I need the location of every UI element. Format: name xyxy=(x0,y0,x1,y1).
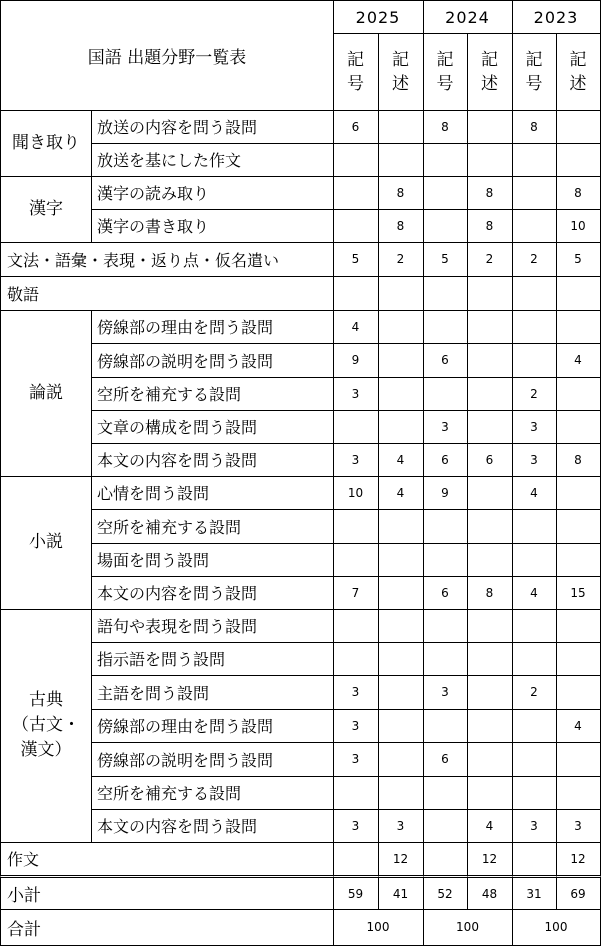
value-cell: 6 xyxy=(467,443,513,477)
value-cell xyxy=(378,143,424,177)
value-cell xyxy=(512,642,557,676)
row-item-label: 敬語 xyxy=(0,276,334,311)
value-cell xyxy=(556,310,601,344)
value-cell xyxy=(333,609,379,643)
value-cell xyxy=(556,410,601,444)
value-cell xyxy=(378,776,424,810)
value-cell xyxy=(556,543,601,577)
value-cell xyxy=(378,609,424,643)
table-title: 国語 出題分野一覧表 xyxy=(0,0,334,111)
value-cell xyxy=(423,776,468,810)
value-cell: 8 xyxy=(378,176,424,210)
category-label-line: （古文・ xyxy=(12,715,80,735)
sub-header-char: 記 xyxy=(525,49,543,70)
value-cell xyxy=(556,675,601,710)
row-item-label: 語句や表現を問う設問 xyxy=(91,609,334,643)
value-cell xyxy=(512,343,557,378)
value-cell xyxy=(423,377,468,411)
value-cell: 3 xyxy=(333,377,379,411)
subtotal-value: 41 xyxy=(378,875,424,910)
value-cell: 4 xyxy=(512,476,557,510)
subtotal-value: 59 xyxy=(333,875,379,910)
value-cell: 7 xyxy=(333,576,379,610)
value-cell: 6 xyxy=(423,343,468,378)
value-cell: 3 xyxy=(423,675,468,710)
value-cell xyxy=(333,776,379,810)
value-cell xyxy=(556,377,601,411)
value-cell: 8 xyxy=(512,110,557,144)
value-cell xyxy=(556,609,601,643)
sub-header-char: 記 xyxy=(436,49,454,70)
sub-header-char: 記 xyxy=(481,49,498,70)
value-cell xyxy=(378,276,424,311)
value-cell xyxy=(556,143,601,177)
category-cell: 論説 xyxy=(0,310,92,477)
value-cell xyxy=(512,842,557,876)
value-cell xyxy=(467,410,513,444)
value-cell xyxy=(512,209,557,243)
sub-header-char: 記 xyxy=(569,49,587,70)
value-cell: 5 xyxy=(423,242,468,277)
value-cell xyxy=(423,276,468,311)
value-cell xyxy=(378,343,424,378)
value-cell xyxy=(467,476,513,510)
value-cell: 2 xyxy=(512,377,557,411)
row-item-label: 本文の内容を問う設問 xyxy=(91,809,334,843)
category-cell xyxy=(0,609,92,843)
value-cell xyxy=(556,776,601,810)
row-item-label: 傍線部の説明を問う設問 xyxy=(91,742,334,777)
value-cell xyxy=(467,143,513,177)
value-cell xyxy=(467,742,513,777)
row-item-label: 心情を問う設問 xyxy=(91,476,334,510)
value-cell xyxy=(556,276,601,311)
row-item-label: 放送の内容を問う設問 xyxy=(91,110,334,144)
value-cell xyxy=(378,742,424,777)
row-item-label: 指示語を問う設問 xyxy=(91,642,334,676)
value-cell xyxy=(512,176,557,210)
value-cell xyxy=(333,543,379,577)
value-cell: 4 xyxy=(556,343,601,378)
value-cell: 8 xyxy=(423,110,468,144)
value-cell: 12 xyxy=(556,842,601,876)
value-cell xyxy=(512,143,557,177)
sub-header-kijutsu xyxy=(378,33,424,111)
value-cell: 2 xyxy=(512,242,557,277)
value-cell xyxy=(467,343,513,378)
value-cell xyxy=(467,377,513,411)
sub-header-kijutsu xyxy=(556,33,601,111)
category-label-line: 古典 xyxy=(29,690,63,710)
row-item-label: 空所を補充する設問 xyxy=(91,377,334,411)
value-cell xyxy=(512,310,557,344)
value-cell xyxy=(333,410,379,444)
sub-header-char: 述 xyxy=(569,73,587,94)
value-cell: 6 xyxy=(423,742,468,777)
total-label: 合計 xyxy=(0,909,334,946)
value-cell xyxy=(512,709,557,743)
value-cell xyxy=(467,509,513,544)
value-cell xyxy=(333,143,379,177)
value-cell: 12 xyxy=(378,842,424,876)
value-cell xyxy=(512,742,557,777)
value-cell: 12 xyxy=(467,842,513,876)
sub-header-char: 号 xyxy=(347,73,364,94)
value-cell xyxy=(467,709,513,743)
value-cell xyxy=(423,642,468,676)
value-cell xyxy=(333,509,379,544)
value-cell xyxy=(378,709,424,743)
category-cell: 聞き取り xyxy=(0,110,92,177)
total-value: 100 xyxy=(423,909,513,946)
value-cell: 4 xyxy=(378,443,424,477)
value-cell: 9 xyxy=(423,476,468,510)
year-header-2025: 2025 xyxy=(333,0,424,34)
row-item-label: 本文の内容を問う設問 xyxy=(91,576,334,610)
row-item-label: 空所を補充する設問 xyxy=(91,776,334,810)
value-cell xyxy=(467,543,513,577)
value-cell: 8 xyxy=(556,176,601,210)
value-cell xyxy=(467,310,513,344)
value-cell: 4 xyxy=(333,310,379,344)
value-cell: 8 xyxy=(467,209,513,243)
value-cell xyxy=(467,642,513,676)
value-cell: 6 xyxy=(423,443,468,477)
row-item-label: 傍線部の説明を問う設問 xyxy=(91,343,334,378)
value-cell: 3 xyxy=(378,809,424,843)
value-cell: 2 xyxy=(512,675,557,710)
value-cell: 5 xyxy=(556,242,601,277)
subtotal-value: 48 xyxy=(467,875,513,910)
value-cell: 3 xyxy=(333,443,379,477)
subtotal-value: 31 xyxy=(512,875,557,910)
row-item-label: 文法・語彙・表現・返り点・仮名遣い xyxy=(0,242,334,277)
value-cell: 3 xyxy=(512,410,557,444)
total-value: 100 xyxy=(512,909,601,946)
value-cell xyxy=(378,576,424,610)
row-item-label: 作文 xyxy=(0,842,334,876)
subtotal-label: 小計 xyxy=(0,875,334,910)
value-cell: 3 xyxy=(423,410,468,444)
value-cell xyxy=(423,543,468,577)
value-cell xyxy=(556,509,601,544)
value-cell xyxy=(467,276,513,311)
value-cell xyxy=(556,642,601,676)
value-cell xyxy=(333,176,379,210)
year-header-2023: 2023 xyxy=(512,0,601,34)
value-cell xyxy=(333,642,379,676)
value-cell: 4 xyxy=(378,476,424,510)
value-cell: 10 xyxy=(333,476,379,510)
value-cell xyxy=(467,776,513,810)
value-cell xyxy=(423,209,468,243)
row-item-label: 場面を問う設問 xyxy=(91,543,334,577)
total-value: 100 xyxy=(333,909,424,946)
value-cell xyxy=(423,709,468,743)
value-cell: 3 xyxy=(333,742,379,777)
value-cell: 4 xyxy=(512,576,557,610)
value-cell xyxy=(423,509,468,544)
value-cell xyxy=(423,310,468,344)
value-cell: 6 xyxy=(333,110,379,144)
value-cell: 4 xyxy=(556,709,601,743)
row-item-label: 文章の構成を問う設問 xyxy=(91,410,334,444)
value-cell xyxy=(556,476,601,510)
value-cell xyxy=(423,842,468,876)
row-item-label: 漢字の読み取り xyxy=(91,176,334,210)
value-cell: 10 xyxy=(556,209,601,243)
value-cell: 8 xyxy=(467,176,513,210)
row-item-label: 主語を問う設問 xyxy=(91,675,334,710)
value-cell xyxy=(378,110,424,144)
value-cell xyxy=(512,776,557,810)
value-cell: 5 xyxy=(333,242,379,277)
value-cell: 3 xyxy=(333,709,379,743)
sub-header-kijutsu xyxy=(467,33,513,111)
value-cell: 8 xyxy=(467,576,513,610)
sub-header-kigou xyxy=(512,33,557,111)
value-cell xyxy=(556,742,601,777)
value-cell: 3 xyxy=(512,809,557,843)
value-cell: 3 xyxy=(333,675,379,710)
value-cell xyxy=(333,842,379,876)
value-cell: 9 xyxy=(333,343,379,378)
category-cell: 漢字 xyxy=(0,176,92,243)
sub-header-kigou xyxy=(333,33,379,111)
value-cell xyxy=(512,609,557,643)
subtotal-value: 52 xyxy=(423,875,468,910)
value-cell xyxy=(467,675,513,710)
value-cell xyxy=(512,543,557,577)
value-cell: 6 xyxy=(423,576,468,610)
value-cell xyxy=(378,377,424,411)
row-item-label: 漢字の書き取り xyxy=(91,209,334,243)
value-cell: 8 xyxy=(556,443,601,477)
value-cell xyxy=(333,209,379,243)
value-cell xyxy=(423,176,468,210)
value-cell xyxy=(423,143,468,177)
value-cell: 15 xyxy=(556,576,601,610)
sub-header-char: 述 xyxy=(392,73,409,94)
value-cell: 2 xyxy=(467,242,513,277)
value-cell: 4 xyxy=(467,809,513,843)
row-item-label: 傍線部の理由を問う設問 xyxy=(91,709,334,743)
row-item-label: 空所を補充する設問 xyxy=(91,509,334,544)
year-header-2024: 2024 xyxy=(423,0,513,34)
value-cell xyxy=(378,509,424,544)
sub-header-kigou xyxy=(423,33,468,111)
value-cell xyxy=(423,609,468,643)
value-cell xyxy=(467,609,513,643)
value-cell xyxy=(378,410,424,444)
sub-header-char: 号 xyxy=(525,73,543,94)
value-cell xyxy=(556,110,601,144)
value-cell: 3 xyxy=(333,809,379,843)
value-cell: 3 xyxy=(556,809,601,843)
value-cell xyxy=(378,642,424,676)
value-cell xyxy=(378,675,424,710)
value-cell xyxy=(512,276,557,311)
row-item-label: 本文の内容を問う設問 xyxy=(91,443,334,477)
value-cell xyxy=(333,276,379,311)
sub-header-char: 号 xyxy=(436,73,454,94)
value-cell xyxy=(378,310,424,344)
value-cell: 3 xyxy=(512,443,557,477)
value-cell xyxy=(423,809,468,843)
value-cell xyxy=(467,110,513,144)
sub-header-char: 述 xyxy=(481,73,498,94)
category-label-line: 漢文） xyxy=(20,740,72,760)
value-cell: 8 xyxy=(378,209,424,243)
row-item-label: 傍線部の理由を問う設問 xyxy=(91,310,334,344)
row-item-label: 放送を基にした作文 xyxy=(91,143,334,177)
value-cell xyxy=(512,509,557,544)
sub-header-char: 記 xyxy=(347,49,364,70)
sub-header-char: 記 xyxy=(392,49,409,70)
category-cell: 小説 xyxy=(0,476,92,610)
value-cell: 2 xyxy=(378,242,424,277)
value-cell xyxy=(378,543,424,577)
subtotal-value: 69 xyxy=(556,875,601,910)
